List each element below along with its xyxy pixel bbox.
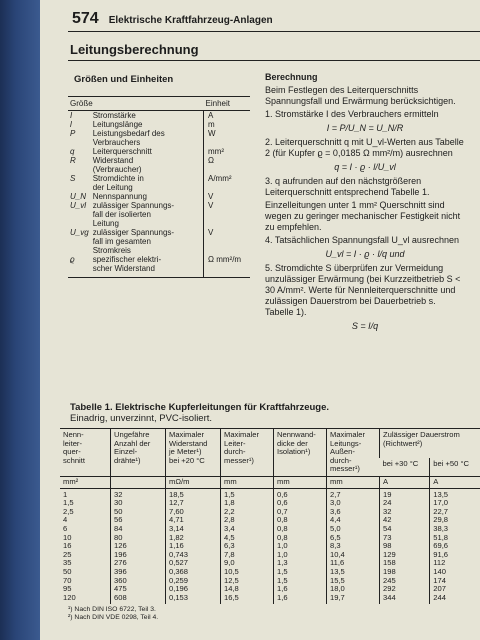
book-page [40,0,480,640]
header-cross-section: Nenn- leiter- quer- schnitt [60,429,111,477]
formula-2: q = I · ϱ · l/U_vl [334,162,396,172]
quantity-row [68,111,250,121]
quantity-name: zulässiger Spannungs- fall im gesamten Stromkreis [92,228,175,255]
col-cross-section: 1 1,5 2,5 4 6 10 16 25 35 50 70 95 120 [63,489,76,602]
quantity-symbol: l [70,120,72,129]
quantity-unit: V [204,192,251,201]
header-wire-count: Ungefähre Anzahl der Einzel- drähte¹) [111,429,166,477]
header-current-50: bei +50 °C [430,458,480,476]
footnote-2: ²) Nach DIN VDE 0298, Teil 4. [68,614,159,621]
header-rule [68,31,480,32]
unit-cell: A [380,476,430,488]
quantity-row [68,156,250,174]
unit-cell: mΩ/m [166,476,221,488]
quantity-symbol: S [70,174,76,183]
unit-cell: mm [221,476,274,488]
quantity-symbol: R [70,156,76,165]
quantity-symbol: U_N [70,192,87,201]
header-resistance: Maximaler Widerstand je Meter¹) bei +20 °C [166,429,221,477]
quantity-unit: Ω [204,156,251,174]
col-current-50: 13,5 17,0 22,7 29,8 38,3 51,8 69,6 91,6 112 140 174 207 244 [430,488,480,604]
step-2: 2. Leiterquerschnitt q mit U_vl-Werten aus Tabelle 2 (für Kupfer ϱ = 0,0185 Ω mm²/m) ausrechnen [265,137,464,158]
quantity-name: Nennspannung [92,192,147,201]
header-conductor-diameter: Maximaler Leiter- durch- messer¹) [221,429,274,477]
step-3: 3. q aufrunden auf den nächstgrößeren Leiterquerschnitt entsprechend Tabelle 1. [265,176,430,197]
step-4: 4. Tatsächlichen Spannungsfall U_vl ausrechnen [265,235,459,245]
quantities-heading: Größen und Einheiten [74,74,174,85]
unit-column-header: Einheit [204,97,251,111]
col-wire-count: 32 30 50 56 84 80 126 196 276 396 360 475 608 [111,488,166,604]
footnotes [68,606,158,622]
unit-cell: A [430,476,480,488]
table1-title: Tabelle 1. Elektrische Kupferleitungen für Kraftfahrzeuge. [70,402,330,413]
col-insulation: 0,6 0,6 0,7 0,8 0,8 0,8 1,0 1,0 1,3 1,5 1,5 1,6 1,6 [274,488,327,604]
quantity-symbol: P [70,129,76,138]
quantity-name: zulässiger Spannungs- fall der isolierten Leitung [92,201,175,228]
quantity-name: Stromdichte in der Leitung [92,174,144,192]
header-outer-diameter: Maximaler Leitungs- Außen- durch- messer¹) [327,429,380,477]
footnote-1: ¹) Nach DIN ISO 6722, Teil 3. [68,606,156,613]
calculation-section [265,72,465,335]
formula-5: S = I/q [351,321,379,331]
step-5: 5. Stromdichte S überprüfen zur Vermeidung unzulässiger Erwärmung (bei Kurzzeitbetrieb S < 30 A/mm². Werte für Nennleiterquerschnitte und zulässigen Dauerstrom bei Dauerbetrieb s. Tabelle 1). [265,263,461,317]
quantity-name: Leistungsbedarf des Verbrauchers [92,129,165,147]
unit-cell [111,476,166,488]
table1-caption [70,402,329,424]
formula-4: U_vl = I · ϱ · l/q und [325,249,405,259]
quantity-unit: V [204,201,251,228]
calculation-intro: Beim Festlegen des Leiterquerschnitts Spannungsfall und Erwärmung berücksichtigen. [265,85,456,106]
header-insulation: Nennwand- dicke der Isolation¹) [274,429,327,477]
quantity-name: Stromstärke [92,111,136,120]
quantity-symbol: U_vg [70,228,89,237]
quantity-row [68,228,250,255]
quantity-row [68,120,250,129]
page-number: 574 [72,10,99,27]
quantity-symbol: U_vl [70,201,87,210]
quantity-unit: mm² [204,147,251,156]
quantity-row [68,147,250,156]
col-conductor-diameter: 1,5 1,8 2,2 2,8 3,4 4,5 6,3 7,8 9,0 10,5 12,5 14,8 16,5 [221,488,274,604]
quantity-unit: A/mm² [204,174,251,192]
book-spine [0,0,40,640]
quantity-unit: W [204,129,251,147]
section-rule [68,60,480,61]
quantity-name: Leiterquerschnitt [92,147,152,156]
quantity-unit: V [204,228,251,255]
header-current: Zulässiger Dauerstrom (Richtwert²) [380,429,480,459]
quantity-row [68,129,250,147]
quantity-column-header: Größe [68,97,204,111]
quantity-row [68,192,250,201]
quantity-row [68,201,250,228]
quantity-symbol: I [70,111,73,120]
unit-cell: mm² [60,476,111,488]
quantity-unit: A [204,111,251,121]
unit-cell: mm [327,476,380,488]
quantity-unit: Ω mm²/m [204,255,251,278]
unit-cell: mm [274,476,327,488]
quantity-unit: m [204,120,251,129]
header-current-30: bei +30 °C [380,458,430,476]
running-title: Elektrische Kraftfahrzeug-Anlagen [108,15,273,26]
quantities-body [68,111,250,278]
col-current-30: 19 24 32 42 54 73 98 129 158 198 245 292 344 [380,488,430,604]
quantity-symbol: ϱ [68,255,91,278]
step-3-note: Einzelleitungen unter 1 mm² Querschnitt sind wegen zu geringer mechanischer Festigkeit nicht zu empfehlen. [265,200,461,232]
page-header [72,10,273,28]
col-outer-diameter: 2,7 3,0 3,6 4,4 5,0 6,5 8,3 10,4 11,6 13,5 15,5 18,0 19,7 [327,488,380,604]
calculation-heading: Berechnung [265,72,318,82]
quantity-name: Leitungslänge [92,120,143,129]
cable-table [60,428,480,604]
section-title: Leitungsberechnung [70,42,199,57]
table1-subtitle: Einadrig, unverzinnt, PVC-isoliert. [70,413,213,424]
quantities-table [68,96,250,278]
formula-1: I = P/U_N = U_N/R [326,123,404,133]
col-resistance: 18,5 12,7 7,60 4,71 3,14 1,82 1,16 0,743 0,527 0,368 0,259 0,196 0,153 [166,488,221,604]
step-1: 1. Stromstärke I des Verbrauchers ermitteln [265,109,439,119]
quantity-row [68,255,250,278]
quantity-row [68,174,250,192]
quantity-symbol: q [70,147,75,156]
quantity-name: Widerstand (Verbraucher) [92,156,142,174]
quantity-name: spezifischer elektri- scher Widerstand [91,255,204,278]
